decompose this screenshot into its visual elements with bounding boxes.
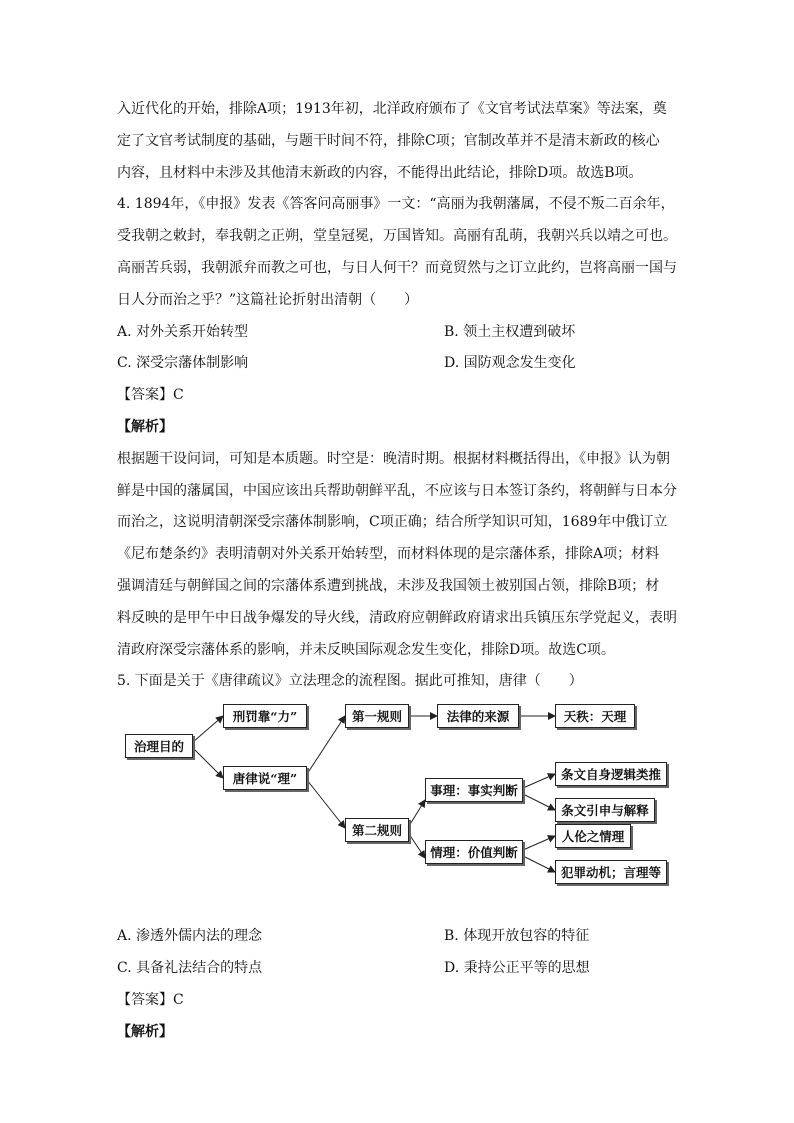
arrow	[523, 836, 555, 850]
text-line: 内容，且材料中未涉及其他清末新政的内容，不能得出此结论，排除D项。故选B项。	[117, 164, 643, 181]
question-5-answer: 【答案】C	[117, 991, 184, 1008]
question-4-options-row2	[117, 348, 697, 380]
node-logic: 条文自身逻辑类推	[555, 762, 667, 786]
question-5-analysis-label: 【解析】	[117, 1023, 173, 1040]
node-rule2: 第二规则	[345, 818, 409, 842]
question-4-stem: 日人分而治之乎？”这篇社论折射出清朝（ ）	[117, 291, 419, 308]
text-line: 定了文官考试制度的基础，与题干时间不符，排除C项；官制改革并不是清末新政的核心	[117, 132, 660, 149]
node-ethics: 人伦之情理	[555, 824, 631, 848]
node-cite: 条文引申与解释	[555, 798, 655, 822]
question-5-options-row1	[117, 921, 697, 953]
arrow	[523, 794, 555, 810]
node-force: 刑罚靠“力”	[223, 704, 307, 728]
option-a: A. 渗透外儒内法的理念	[117, 928, 263, 945]
option-c: C. 深受宗藩体制影响	[117, 355, 249, 372]
question-5-stem: 5. 下面是关于《唐律疏议》立法理念的流程图。据此可推知，唐律（ ）	[117, 673, 583, 690]
node-emotion: 情理：价值判断	[425, 840, 523, 864]
node-reason: 唐律说“理”	[223, 766, 307, 790]
option-b: B. 体现开放包容的特征	[444, 928, 590, 945]
analysis-line: 根据题干设问词，可知是本质题。时空是：晚清时期。根据材料概括得出，《申报》认为朝	[117, 450, 670, 467]
document-page	[117, 94, 697, 1048]
text-line: 入近代化的开始，排除A项；1913年初，北洋政府颁布了《文官考试法草案》等法案，奠	[117, 101, 667, 117]
arrow	[409, 800, 425, 826]
flowchart	[117, 700, 697, 915]
question-4-stem: 高丽苦兵弱，我朝派弁而教之可也，与日人何干？而竟贸然与之订立此约，岂将高丽一国与	[117, 259, 677, 276]
node-motive: 犯罪动机；言理等	[555, 860, 667, 884]
node-fact: 事理：事实判断	[425, 778, 523, 802]
option-d: D. 国防观念发生变化	[444, 355, 576, 372]
option-c: C. 具备礼法结合的特点	[117, 959, 263, 976]
analysis-line: 鲜是中国的藩属国，中国应该出兵帮助朝鲜平乱，不应该与日本签订条约，将朝鲜与日本分	[117, 482, 677, 499]
node-source: 法律的来源	[437, 704, 519, 728]
option-a: A. 对外关系开始转型	[117, 323, 249, 340]
arrow	[409, 834, 425, 858]
question-4-stem: 受我朝之敕封，奉我朝之正朔，堂皇冠冕，万国皆知。高丽有乱萌，我朝兴兵以靖之可也。	[117, 228, 677, 245]
analysis-line: 料反映的是甲午中日战争爆发的导火线，清政府应朝鲜政府请求出兵镇压东学党起义，表明	[117, 609, 677, 626]
question-4-stem: 4. 1894年，《申报》发表《答客问高丽事》一文：“高丽为我朝藩属，不侵不叛二百余年，	[117, 196, 675, 213]
arrow	[523, 774, 555, 788]
option-b: B. 领土主权遭到破坏	[444, 323, 576, 340]
node-root: 治理目的	[125, 734, 193, 758]
question-4-options-row1	[117, 317, 697, 349]
arrow	[193, 748, 223, 778]
option-d: D. 秉持公正平等的思想	[444, 959, 590, 976]
arrow	[193, 716, 223, 742]
question-5-options-row2	[117, 953, 697, 985]
analysis-line: 强调清廷与朝鲜国之间的宗藩体系遭到挑战，未涉及我国领土被别国占领，排除B项；材	[117, 577, 660, 594]
question-4-analysis-label: 【解析】	[117, 418, 173, 435]
arrow	[307, 780, 345, 828]
node-heaven: 天秩：天理	[555, 704, 635, 728]
analysis-line: 《尼布楚条约》表明清朝对外关系开始转型，而材料体现的是宗藩体系，排除A项；材料	[117, 546, 660, 563]
arrow	[307, 716, 345, 774]
analysis-line: 清政府深受宗藩体系的影响，并未反映国际观念发生变化，排除D项。故选C项。	[117, 641, 615, 658]
analysis-line: 而治之，这说明清朝深受宗藩体制影响，C项正确；结合所学知识可知，1689年中俄订立	[117, 514, 668, 531]
node-rule1: 第一规则	[345, 704, 409, 728]
arrow	[523, 856, 555, 872]
question-4-answer: 【答案】C	[117, 387, 184, 404]
